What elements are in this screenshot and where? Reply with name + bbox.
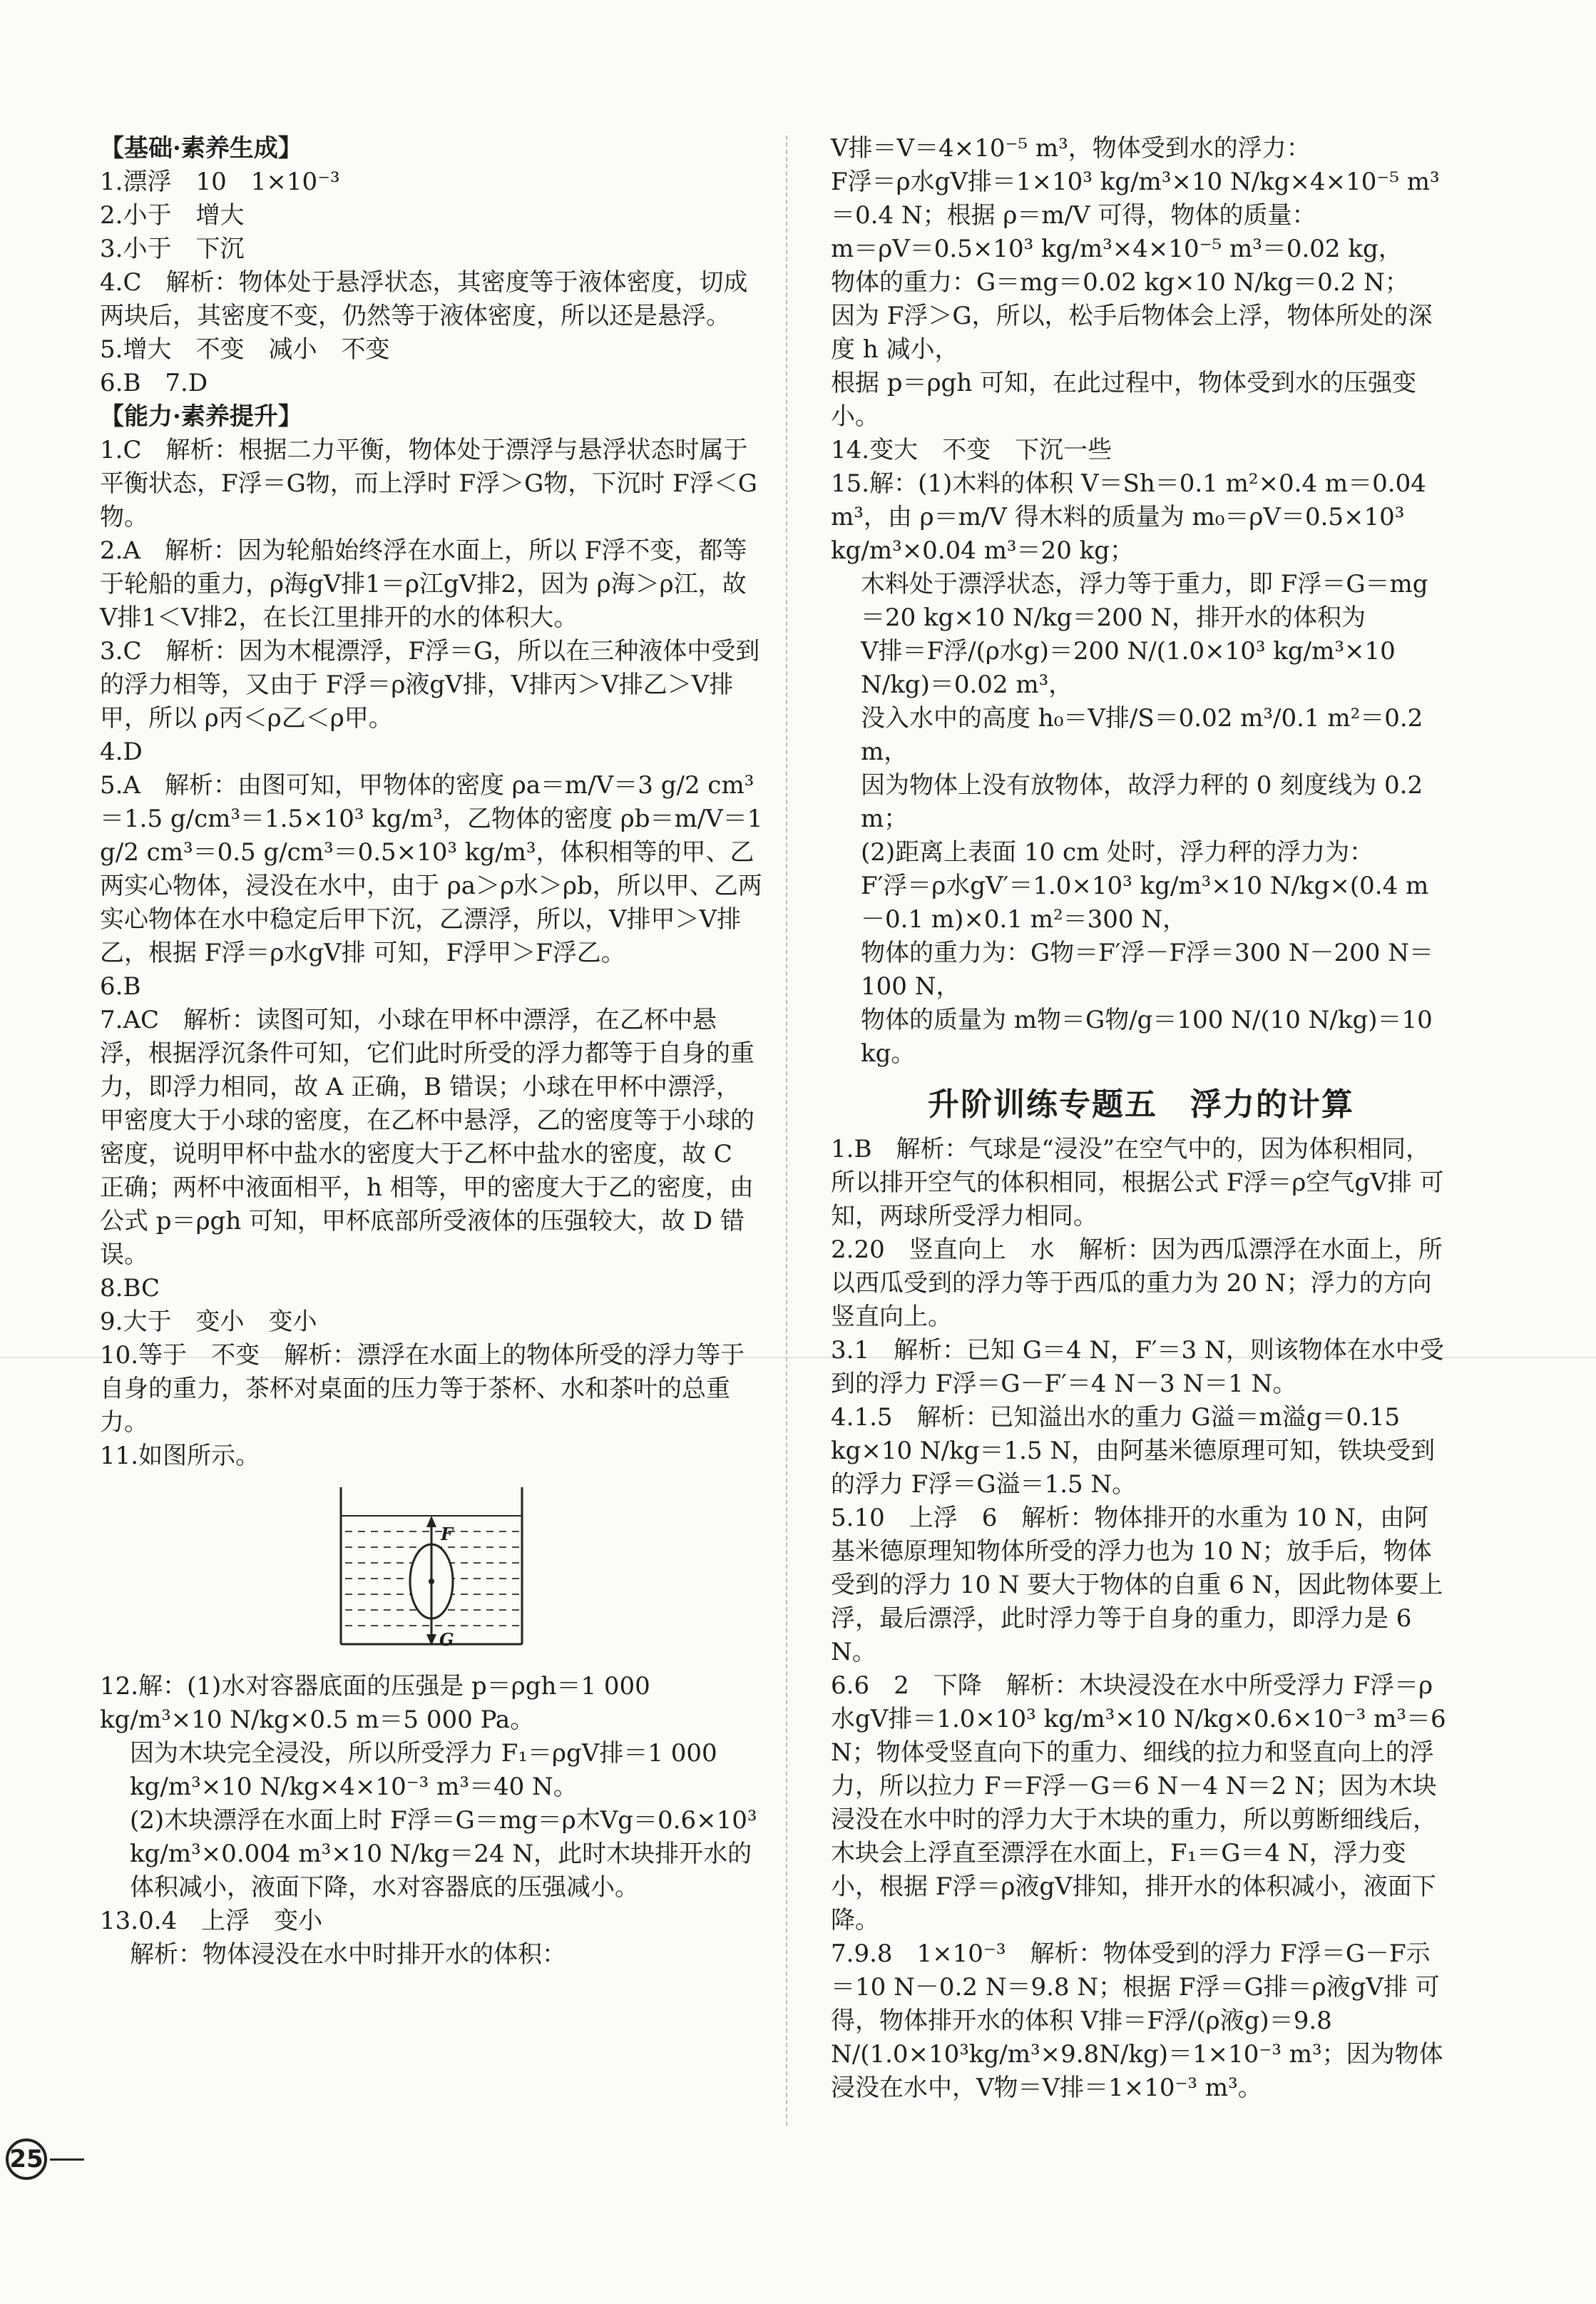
answer-item: 6.B bbox=[100, 972, 141, 1001]
answer-item: 物体的重力为：G物＝F′浮－F浮＝300 N－200 N＝100 N， bbox=[861, 939, 1433, 1001]
force-label-g: G bbox=[439, 1629, 454, 1650]
answer-item: 7.9.8 1×10⁻³ 解析：物体受到的浮力 F浮＝G－F示＝10 N－0.2 N＝9.8 N；根据 F浮＝G排＝ρ液gV排 可得，物体排开水的体积 V排＝F浮/(ρ液g)＝9.8 N/(1.0×10³kg/m³×9.8N/kg)＝1×10⁻³ m³；因为物体浸没在水中，V物＝V排＝1×10⁻³ m³。 bbox=[831, 1939, 1443, 2102]
answer-item: 物体的质量为 m物＝G物/g＝100 N/(10 N/kg)＝10 kg。 bbox=[861, 1006, 1433, 1068]
answer-item: 7.AC 解析：读图可知，小球在甲杯中漂浮，在乙杯中悬浮，根据浮沉条件可知，它们此时所受的浮力都等于自身的重力，即浮力相同，故 A 正确，B 错误；小球在甲杯中漂浮，甲密度大于小球的密度，在乙杯中悬浮，乙的密度等于小球的密度，说明甲杯中盐水的密度大于乙杯中盐水的密度，故 C 正确；两杯中液面相平，h 相等，甲的密度大于乙的密度，由公式 p＝ρgh 可知，甲杯底部所受液体的压强较大，故 D 错误。 bbox=[100, 1006, 754, 1269]
column-divider bbox=[786, 136, 787, 2126]
answer-item: 3.C 解析：因为木棍漂浮，F浮＝G，所以在三种液体中受到的浮力相等，又由于 F浮＝ρ液gV排，V排丙＞V排乙＞V排甲，所以 ρ丙＜ρ乙＜ρ甲。 bbox=[100, 637, 760, 733]
buoyancy-figure bbox=[335, 1487, 528, 1658]
answer-item: 解析：物体浸没在水中时排开水的体积： bbox=[130, 1940, 566, 1969]
answer-item: 4.1.5 解析：已知溢出水的重力 G溢＝m溢g＝0.15 kg×10 N/kg＝1.5 N，由阿基米德原理可知，铁块受到的浮力 F浮＝G溢＝1.5 N。 bbox=[831, 1403, 1436, 1499]
container-diagram bbox=[335, 1487, 528, 1658]
answer-item: V排＝V＝4×10⁻⁵ m³，物体受到水的浮力： bbox=[831, 134, 1311, 163]
right-column bbox=[831, 132, 1451, 2105]
section-heading-basic: 【基础·素养生成】 bbox=[100, 134, 302, 163]
answer-item: 1.C 解析：根据二力平衡，物体处于漂浮与悬浮状态时属于平衡状态，F浮＝G物，而上浮时 F浮＞G物，下沉时 F浮＜G物。 bbox=[100, 436, 757, 531]
answer-item: 8.BC bbox=[100, 1274, 160, 1303]
answer-item: 木料处于漂浮状态，浮力等于重力，即 F浮＝G＝mg＝20 kg×10 N/kg＝200 N，排开水的体积为 bbox=[861, 570, 1428, 632]
answer-item: 13.0.4 上浮 变小 bbox=[100, 1907, 323, 1935]
force-label-f: F bbox=[441, 1524, 454, 1544]
answer-item: 3.小于 下沉 bbox=[100, 235, 245, 263]
left-column bbox=[100, 132, 763, 1972]
answer-item: 3.1 解析：已知 G＝4 N，F′＝3 N，则该物体在水中受到的浮力 F浮＝G－F′＝4 N－3 N＝1 N。 bbox=[831, 1336, 1444, 1398]
answer-item: 14.变大 不变 下沉一些 bbox=[831, 436, 1112, 464]
section-heading-ability: 【能力·素养提升】 bbox=[100, 402, 302, 431]
page-number bbox=[6, 2139, 84, 2180]
answer-item: 4.C 解析：物体处于悬浮状态，其密度等于液体密度，切成两块后，其密度不变，仍然等于液体密度，所以还是悬浮。 bbox=[100, 268, 748, 330]
answer-item: 物体的重力：G＝mg＝0.02 kg×10 N/kg＝0.2 N； bbox=[831, 268, 1409, 297]
answer-item: 2.A 解析：因为轮船始终浮在水面上，所以 F浮不变，都等于轮船的重力，ρ海gV排1＝ρ江gV排2，因为 ρ海＞ρ江，故 V排1＜V排2，在长江里排开的水的体积大。 bbox=[100, 536, 747, 632]
answer-item: 2.20 竖直向上 水 解析：因为西瓜漂浮在水面上，所以西瓜受到的浮力等于西瓜的重力为 20 N；浮力的方向竖直向上。 bbox=[831, 1235, 1443, 1331]
answer-item: 因为物体上没有放物体，故浮力秤的 0 刻度线为 0.2 m； bbox=[861, 771, 1423, 833]
answer-item: 5.10 上浮 6 解析：物体排开的水重为 10 N，由阿基米德原理知物体所受的浮力也为 10 N；放手后，物体受到的浮力 10 N 要大于物体的自重 6 N，因此物体要上浮，最后漂浮，此时浮力等于自身的重力，即浮力是 6 N。 bbox=[831, 1504, 1443, 1666]
answer-item: 11.如图所示。 bbox=[100, 1442, 260, 1470]
answer-item: 5.A 解析：由图可知，甲物体的密度 ρa＝m/V＝3 g/2 cm³＝1.5 g/cm³＝1.5×10³ kg/m³，乙物体的密度 ρb＝m/V＝1 g/2 cm³＝0.5 g/cm³＝0.5×10³ kg/m³，体积相等的甲、乙两实心物体，浸没在水中，由于 ρa＞ρ水＞ρb，所以甲、乙两实心物体在水中稳定后甲下沉，乙漂浮，所以，V排甲＞V排乙，根据 F浮＝ρ水gV排 可知，F浮甲＞F浮乙。 bbox=[100, 771, 763, 967]
answer-item: 6.6 2 下降 解析：木块浸没在水中所受浮力 F浮＝ρ水gV排＝1.0×10³ kg/m³×10 N/kg×0.6×10⁻³ m³＝6 N；物体受竖直向下的重力、细线的拉力和竖直向上的浮力，所以拉力 F＝F浮－G＝6 N－4 N＝2 N；因为木块浸没在水中时的浮力大于木块的重力，所以剪断细线后，木块会上浮直至漂浮在水面上，F₁＝G＝4 N，浮力变小，根据 F浮＝ρ液gV排知，排开水的体积减小，液面下降。 bbox=[831, 1671, 1446, 1935]
answer-item: 因为木块完全浸没，所以所受浮力 F₁＝ρgV排＝1 000 kg/m³×10 N/kg×4×10⁻³ m³＝40 N。 bbox=[130, 1739, 717, 1801]
answer-item: (2)距离上表面 10 cm 处时，浮力秤的浮力为： bbox=[861, 838, 1374, 867]
page-number-dash bbox=[50, 2158, 84, 2161]
answer-item: V排＝F浮/(ρ水g)＝200 N/(1.0×10³ kg/m³×10 N/kg)＝0.02 m³， bbox=[861, 637, 1396, 699]
answer-item: F浮＝ρ水gV排＝1×10³ kg/m³×10 N/kg×4×10⁻⁵ m³＝0.4 N；根据 ρ＝m/V 可得，物体的质量： bbox=[831, 168, 1440, 230]
answer-item: 12.解：(1)水对容器底面的压强是 p＝ρgh＝1 000 kg/m³×10 N/kg×0.5 m＝5 000 Pa。 bbox=[100, 1672, 650, 1734]
answer-item: 没入水中的高度 h₀＝V排/S＝0.02 m³/0.1 m²＝0.2 m， bbox=[861, 704, 1423, 766]
answer-item: 4.D bbox=[100, 738, 143, 766]
answer-item: (2)木块漂浮在水面上时 F浮＝G＝mg＝ρ木Vg＝0.6×10³ kg/m³×0.004 m³×10 N/kg＝24 N，此时木块排开水的体积减小，液面下降，水对容器底的压强减小。 bbox=[130, 1806, 757, 1902]
section-title: 升阶训练专题五 浮力的计算 bbox=[928, 1086, 1354, 1123]
answer-item: 10.等于 不变 解析：漂浮在水面上的物体所受的浮力等于自身的重力，茶杯对桌面的压力等于茶杯、水和茶叶的总重力。 bbox=[100, 1341, 745, 1437]
answer-item: 1.漂浮 10 1×10⁻³ bbox=[100, 168, 340, 196]
answer-item: 9.大于 变小 变小 bbox=[100, 1308, 317, 1336]
page-number-badge: 25 bbox=[6, 2139, 47, 2180]
answer-item: 15.解：(1)木料的体积 V＝Sh＝0.1 m²×0.4 m＝0.04 m³，由 ρ＝m/V 得木料的质量为 m₀＝ρV＝0.5×10³ kg/m³×0.04 m³＝20 kg； bbox=[831, 469, 1426, 565]
answer-item: 5.增大 不变 减小 不变 bbox=[100, 335, 390, 364]
answer-item: 2.小于 增大 bbox=[100, 201, 245, 230]
answer-item: 6.B 7.D bbox=[100, 369, 208, 397]
answer-item: m＝ρV＝0.5×10³ kg/m³×4×10⁻⁵ m³＝0.02 kg， bbox=[831, 235, 1403, 263]
answer-item: 1.B 解析：气球是“浸没”在空气中的，因为体积相同，所以排开空气的体积相同，根据公式 F浮＝ρ空气gV排 可知，两球所受浮力相同。 bbox=[831, 1135, 1444, 1230]
answer-item: F′浮＝ρ水gV′＝1.0×10³ kg/m³×10 N/kg×(0.4 m－0.1 m)×0.1 m²＝300 N， bbox=[861, 872, 1429, 934]
answer-item: 根据 p＝ρgh 可知，在此过程中，物体受到水的压强变小。 bbox=[831, 369, 1417, 431]
answer-item: 因为 F浮＞G，所以，松手后物体会上浮，物体所处的深度 h 减小， bbox=[831, 302, 1433, 364]
